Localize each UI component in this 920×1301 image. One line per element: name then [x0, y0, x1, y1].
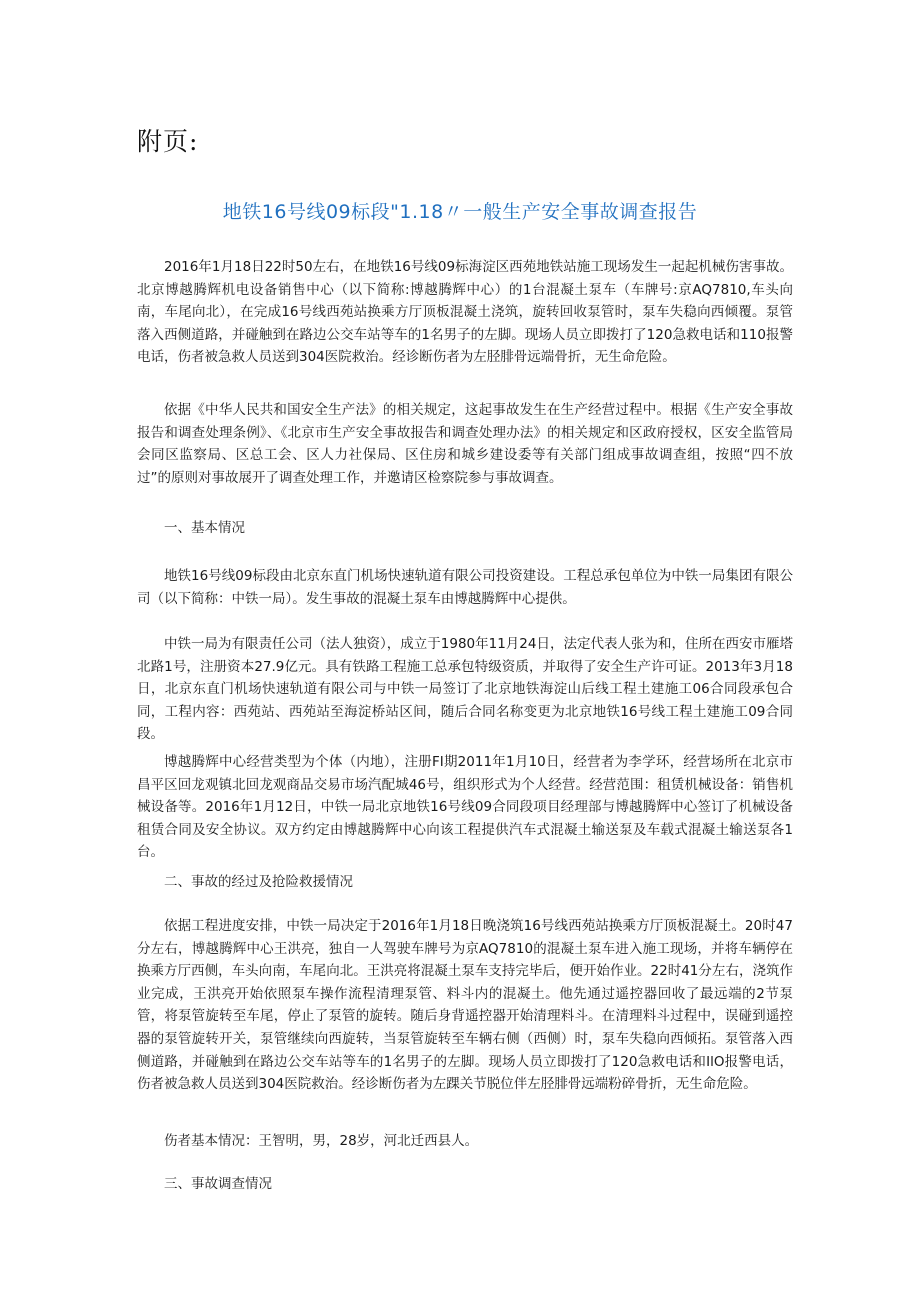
paragraph-accident-summary: 2016年1月18日22时50左右，在地铁16号线09标海淀区西苑地铁站施工现场发生一起起机械伤害事故。北京博越腾辉机电设备销售中心（以下简称:博越腾辉中心）的1台混凝土泵车（车牌号:京AQ7810,车头向南，车尾向北），在完成16号线西苑站换乘方厅顶板混凝土浇筑，旋转回收泵管时，泵车失稳向西倾覆。泵管落入西侧道路，并碰触到在路边公交车站等车的1名男子的左脚。现场人员立即拨打了120急救电话和110报警电话，伤者被急救人员送到304医院救治。经诊断伤者为左胫腓骨远端骨折，无生命危险。 [137, 259, 793, 366]
paragraph-equipment-supplier-info: 博越腾辉中心经营类型为个体（内地），注册FI期2011年1月10日，经营者为李学环，经营场所在北京市昌平区回龙观镇北回龙观商品交易市场汽配城46号，组织形式为个人经营。经营范围：租赁机械设备：销售机械设备等。2016年1月12日，中铁一局北京地铁16号线09合同段项目经理部与博越腾辉中心签订了机械设备租赁合同及安全协议。双方约定由博越腾辉中心向该工程提供汽车式混凝土输送泵及车载式混凝土输送泵各1台。 [137, 754, 793, 861]
section-heading-accident-process: 二、事故的经过及抢险救援情况 [164, 874, 353, 890]
paragraph-injured-info: 伤者基本情况：王智明，男，28岁，河北迁西县人。 [164, 1133, 479, 1149]
paragraph-accident-process: 依据工程进度安排，中铁一局决定于2016年1月18日晚浇筑16号线西苑站换乘方厅顶板混凝土。20时47分左右，博越腾辉中心王洪亮，独自一人驾驶车牌号为京AQ7810的混凝土泵车进入施工现场，并将车辆停在换乘方厅西侧，车头向南，车尾向北。王洪亮将混凝土泵车支持完毕后，便开始作业。22时41分左右，浇筑作业完成，王洪亮开始依照泵车操作流程清理泵管、料斗内的混凝土。他先通过遥控器回收了最远端的2节泵管，将泵管旋转至车尾，停止了泵管的旋转。随后身背遥控器开始清理料斗。在清理料斗过程中，误碰到遥控器的泵管旋转开关，泵管继续向西旋转，当泵管旋转至车辆右侧（西侧）时，泵车失稳向西倾拓。泵管落入西侧道路，并碰触到在路边公交车站等车的1名男子的左脚。现场人员立即拨打了120急救电话和IlO报警电话，伤者被急救人员送到304医院救治。经诊断伤者为左踝关节脱位伴左胫腓骨远端粉碎骨折，无生命危险。 [137, 918, 793, 1093]
appendix-label: 附页: [137, 127, 199, 156]
paragraph-contractor-info: 中铁一局为有限责任公司（法人独资），成立于1980年11月24日，法定代表人张为和，住所在西安市雁塔北路1号，注册资本27.9亿元。具有铁路工程施工总承包特级资质，并取得了安全生产许可证。2013年3月18日，北京东直门机场快速轨道有限公司与中铁一局签订了北京地铁海淀山后线工程土建施工06合同段承包合同，工程内容：西苑站、西苑站至海淀桥站区间，随后合同名称变更为北京地铁16号线工程土建施工09合同段。 [137, 636, 793, 743]
paragraph-investigation-basis: 依据《中华人民共和国安全生产法》的相关规定，这起事故发生在生产经营过程中。根据《生产安全事故报告和调查处理条例》、《北京市生产安全事故报告和调查处理办法》的相关规定和区政府授权，区安全监管局会同区监察局、区总工会、区人力社保局、区住房和城乡建设委等有关部门组成事故调查组，按照“四不放过”的原则对事故展开了调查处理工作，并邀请区检察院参与事故调查。 [137, 402, 793, 486]
section-heading-investigation: 三、事故调查情况 [164, 1176, 272, 1192]
section-heading-basic-info: 一、基本情况 [164, 520, 245, 536]
report-title: 地铁16号线09标段"1.18〃一般生产安全事故调查报告 [222, 201, 698, 223]
paragraph-project-overview: 地铁16号线09标段由北京东直门机场快速轨道有限公司投资建设。工程总承包单位为中铁一局集团有限公司（以下简称：中铁一局）。发生事故的混凝土泵车由博越腾辉中心提供。 [137, 568, 793, 607]
